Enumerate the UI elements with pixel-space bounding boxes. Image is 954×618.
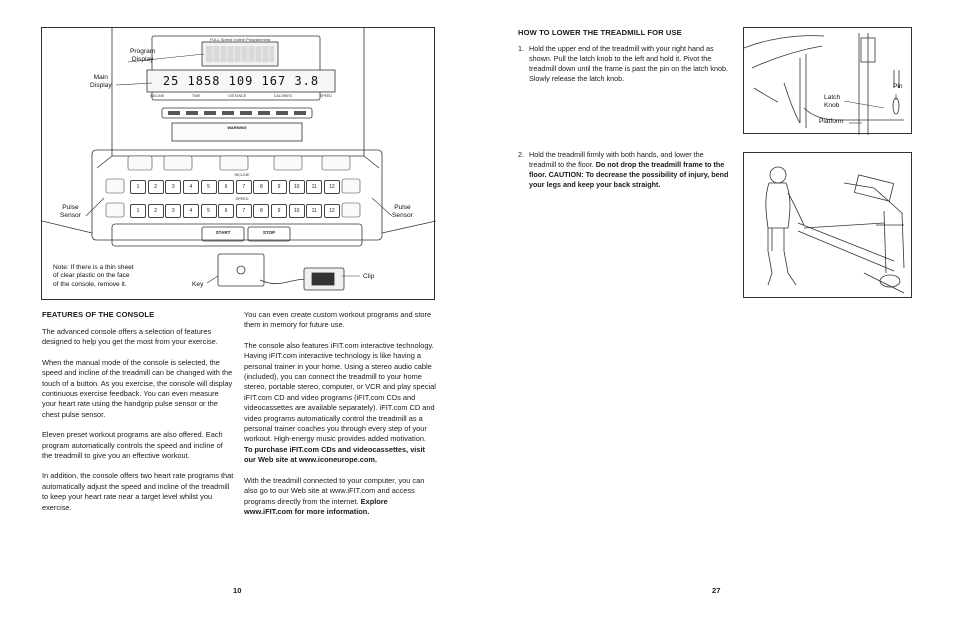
incline-key[interactable]: 11 [306,180,322,194]
web-description: With the treadmill connected to your computer, you can also go to our Web site at www.iFIT.com and access programs directly from the internet. [244,475,425,506]
readout-label-incline: INCLINE [150,94,165,98]
readout-label-time: TIME [191,94,201,98]
incline-key[interactable]: 3 [165,180,181,194]
main-readout: 25 1858 109 167 3.8 [162,74,320,88]
incline-key[interactable]: 6 [218,180,234,194]
readout-label-distance: DISTANCE [228,94,247,98]
speed-key[interactable]: 11 [306,204,322,218]
step-2-caution: Do not drop the treadmill frame to the floor. CAUTION: To decrease the possibility of injury, bend your legs and keep your back straight. [529,160,729,189]
web-explore-note: Explore www.iFIT.com for more information. [244,496,388,516]
incline-key[interactable]: 2 [148,180,164,194]
incline-key[interactable]: 5 [201,180,217,194]
step-number: 2. [518,150,524,159]
features-paragraph-ifit [244,341,436,466]
lower-step-1 [518,44,732,88]
speed-key-row [130,204,340,216]
lowering-figure [743,152,912,298]
incline-key[interactable]: 7 [236,180,252,194]
ifit-description: The console also features iFIT.com interactive technology. Having iFIT.com interactive technology is like having a personal trainer in your home. Using a stereo audio cable (included), you can connect the treadmill to your home stereo, portable stereo, computer, or VCR and play special iFIT.com CD and video programs (iFIT.com CDs and videocassettes are available separately). iFIT.com CD and video programs automatically control the treadmill as a personal trainer coaches you through every step of your workout. High-energy music provides added motivation. [244,340,436,444]
features-paragraph: When the manual mode of the console is selected, the speed and incline of the treadmill can be changed with the touch of a button. As you exercise, the console will display continuous exercise feedback. You can even measure your heart rate using the handgrip pulse sensor or the chest pulse sensor. [42,357,233,419]
incline-key[interactable]: 10 [289,180,305,194]
readout-labels [150,94,332,98]
incline-key[interactable]: 4 [183,180,199,194]
incline-key[interactable]: 9 [271,180,287,194]
speed-key[interactable]: 10 [289,204,305,218]
lower-step-2 [518,150,732,194]
speed-key[interactable]: 7 [236,204,252,218]
speed-key[interactable]: 1 [130,204,146,218]
latch-knob-label: Latch Knob [824,94,841,110]
page-number-right: 27 [712,586,721,595]
console-figure [41,27,435,300]
pulse-sensor-left-label: Pulse Sensor [60,204,81,220]
speed-key[interactable]: 5 [201,204,217,218]
readout-label-calories: CALORIES [273,94,293,98]
console-note: Note: If there is a thin sheet of clear plastic on the face of the console, remove it. [53,264,134,288]
step-2-instruction: Hold the treadmill firmly with both hands, and lower the treadmill to the floor. [529,150,704,169]
pulse-sensor-right-label: Pulse Sensor [392,204,413,220]
incline-key[interactable]: 8 [253,180,269,194]
features-column-1 [42,327,234,523]
features-paragraph: In addition, the console offers two heart rate programs that automatically adjust the speed and incline of the treadmill to keep your heart rate near a target level whilst you exercise. [42,471,234,512]
program-title-text: FULL Speed Incline Programming [209,37,271,42]
features-paragraph: Eleven preset workout programs are also offered. Each program automatically controls the speed and incline of the treadmill to give you an effective workout. [42,430,223,461]
step-number: 1. [518,44,524,53]
features-paragraph: You can even create custom workout programs and store them in memory for future use. [244,310,432,330]
console-illustration [42,28,436,301]
main-display-label: Main Display [90,74,112,90]
readout-label-speed: SPEED [319,94,332,98]
speed-key[interactable]: 9 [271,204,287,218]
speed-key[interactable]: 3 [165,204,181,218]
features-paragraph: The advanced console offers a selection of features designed to help you get the most from your exercise. [42,327,218,347]
incline-key[interactable]: 12 [324,180,340,194]
start-key-label[interactable]: START [215,230,231,235]
speed-key[interactable]: 12 [324,204,340,218]
page-number-left: 10 [233,586,242,595]
clip-label: Clip [363,273,375,280]
program-display-label: Program Display [130,48,156,64]
speed-key[interactable]: 6 [218,204,234,218]
pin-label: Pin [893,83,903,90]
speed-keys-label: SPEED [235,197,249,201]
speed-key[interactable]: 8 [253,204,269,218]
ifit-purchase-note: To purchase iFIT.com CDs and videocassettes, visit our Web site at www.iconeurope.com. [244,444,425,465]
lower-title: HOW TO LOWER THE TREADMILL FOR USE [518,28,682,37]
incline-key[interactable]: 1 [130,180,146,194]
step-text: Hold the upper end of the treadmill with your right hand as shown. Pull the latch knob to the left and hold it. Pivot the treadmill down until the frame is past the pin on the latch knob. Slowly release the latch knob. [529,44,728,83]
platform-label: Platform [819,118,844,125]
features-column-2 [244,310,436,527]
step-text [529,150,732,190]
key-label: Key [192,281,204,288]
lowering-illustration [744,153,913,299]
features-paragraph-web [244,476,436,518]
latch-figure [743,27,912,134]
stop-key-label[interactable]: STOP [262,230,276,235]
warning-title: WARNING [227,125,247,130]
incline-key-row [130,180,340,192]
incline-keys-label: INCLINE [234,173,250,177]
features-title: FEATURES OF THE CONSOLE [42,310,155,319]
speed-key[interactable]: 2 [148,204,164,218]
speed-key[interactable]: 4 [183,204,199,218]
